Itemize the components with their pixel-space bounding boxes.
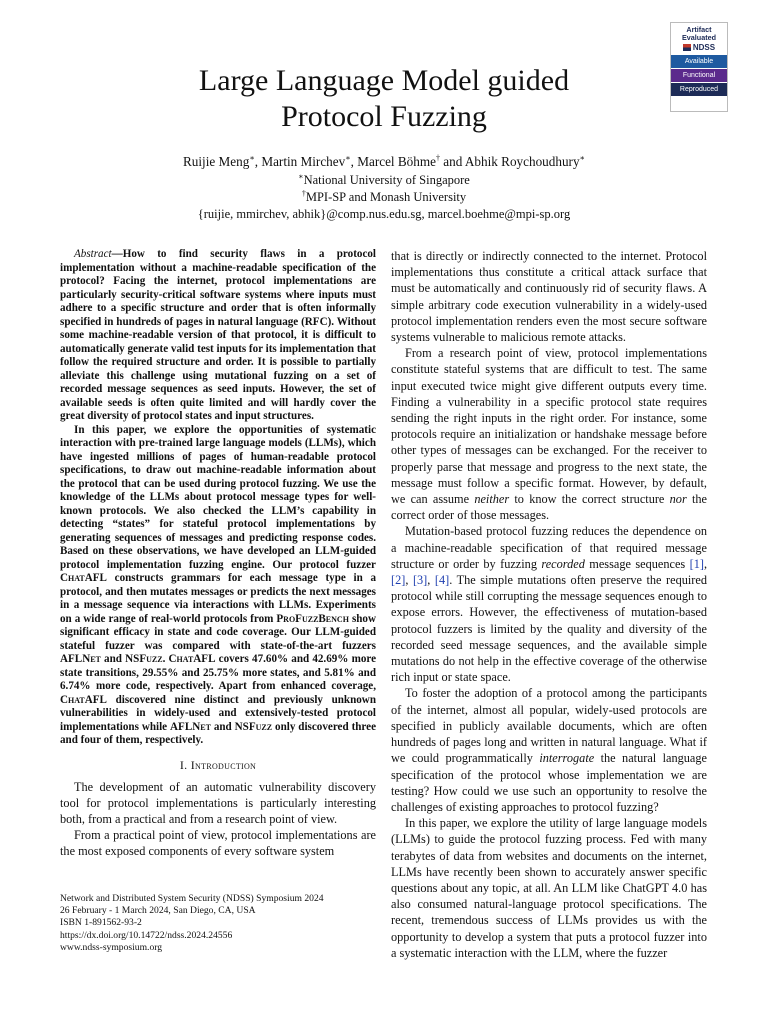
section-heading-introduction: [60, 758, 376, 773]
emphasis: nor: [669, 492, 687, 507]
abstract-text: only discovered three and four of them, respectively.: [60, 720, 377, 746]
citation-separator: ,: [405, 573, 413, 588]
introduction-left: [60, 779, 376, 860]
footer-website-link[interactable]: www.ndss-symposium.org: [60, 941, 163, 953]
author-affiliation-mark: ∗: [579, 153, 585, 163]
citation-separator: ,: [703, 556, 708, 571]
badge-top-line1: Artifact: [686, 25, 712, 34]
tool-name-nsfuzz: NSFuzz: [234, 720, 273, 733]
body-text: to know the correct structure: [509, 492, 670, 507]
body-text: . The simple mutations often preserve the required protocol while still corrupting the message sequences enough to expose errors. However, the effectiveness of mutation-based protocol fuzzers is limited by the quality and diversity of the recorded seed message sequences, and the available simple mutations do not help in the effective coverage of the otherwise rich input or state space.: [391, 573, 707, 685]
tool-name-aflnet: AFLNet: [170, 720, 211, 733]
badge-top-line2: Evaluated: [682, 33, 716, 42]
abstract-text: constructs grammars for each message type in a protocol, and then mutates messages or predicts the next messages in a message sequence via interactions with LLMs. Experiments on a wide range of real-world protocols from: [60, 572, 376, 625]
author-separator: ,: [350, 154, 358, 169]
body-text: the natural language specification of the protocol whose implementation we are testing? How could we use such an opportunity to resolve the challenges of existing approaches to protocol fuzzing?: [391, 751, 707, 814]
footer-doi-link[interactable]: https://dx.doi.org/10.14722/ndss.2024.24556: [60, 929, 233, 941]
tool-name-chatafl: ChatAFL: [60, 572, 107, 584]
tool-name-chatafl: ChatAFL: [60, 693, 107, 706]
body-paragraph: [391, 685, 707, 815]
body-text: From a research point of view, protocol implementations constitute stateful systems that are difficult to test. The same input executed twice might give different outputs every time. Finding a vulnerability in a specific protocol state requires sending the right inputs in the right order. For instance, some protocols require an initialization or handshake message before other types of messages can be exchanged. For the receiver to properly parse that message and progress to the next state, the message must follow a specific format. However, by default, we can assume: [391, 346, 707, 507]
tool-name-aflnet: AFLNet: [60, 653, 101, 665]
badge-reproduced: Reproduced: [671, 83, 727, 96]
abstract-paragraph-1: [60, 248, 376, 424]
tool-name-chatafl: ChatAFL: [168, 653, 216, 665]
badge-header: [671, 23, 727, 42]
emphasis: neither: [474, 492, 510, 507]
badge-available: Available: [671, 55, 727, 68]
affiliation-2: [60, 189, 708, 205]
footer-line: ISBN 1-891562-93-2: [60, 917, 142, 929]
author-affiliation-mark: ∗: [345, 153, 351, 163]
abstract-text: and: [210, 720, 235, 733]
abstract-text: .: [162, 653, 169, 665]
abstract-text: and: [100, 653, 126, 665]
affiliation-mark: ∗: [298, 171, 304, 181]
conference-footer: [60, 893, 380, 954]
author-name: Abhik Roychoudhury: [464, 154, 580, 169]
abstract-paragraph-2: [60, 424, 376, 748]
body-paragraph: In this paper, we explore the utility of large language models (LLMs) to guide the protocol fuzzing process. Fed with many terabytes of data from websites and documents on the internet, LLMs have recently been shown to accurately answer specific questions about any topic, at all. An LLM like ChatGPT 4.0 has also consumed natural-language protocol specifications. The recent, tremendous success of LLMs provides us with the opportunity to develop a system that puts a protocol fuzzer into a systematic interaction with the LLM, where the fuzzer: [391, 816, 707, 960]
abstract-text: show significant efficacy in state and code coverage. Our LLM-guided stateful fuzzer was compared with state-of-the-art fuzzers: [60, 612, 376, 652]
ndss-logo: [671, 43, 727, 53]
abstract-text: covers 47.60% and 42.69% more state transitions, 29.55% and 25.75% more states, and 5.81% and 6.74% more code, respectively. Apart from enhanced coverage,: [60, 653, 377, 692]
citation-link[interactable]: [3]: [412, 573, 428, 588]
benchmark-name-profuzzbench: ProFuzzBench: [276, 612, 349, 625]
body-paragraph: that is directly or indirectly connected to the internet. Protocol implementations thus constitute a critical attack surface that must be automatically and continuously rid of security flaws. A simple arbitrary code execution vulnerability in a widely-used protocol implementation renders even the most secure software systems vulnerable to malicious remote attacks.: [391, 249, 707, 345]
author-name: Martin Mirchev: [261, 154, 346, 169]
affiliation-mark: †: [301, 188, 306, 198]
affiliation-text: MPI-SP and Monash University: [305, 190, 467, 204]
left-column: [60, 248, 376, 860]
abstract-text: In this paper, we explore the opportunities of systematic interaction with pre-trained large language models (LLMs), which have ingested millions of pages of human-readable protocol specifications, to draw out machine-readable information about the protocol that can be used during protocol fuzzing. We use the knowledge of the LLMs about protocol message types for well-known protocols. We also checked the LLM’s capability in detecting “states” for stateful protocol implementations by generating sequences of messages and predicting response codes. Based on these observations, we have developed an LLM-guided protocol implementation fuzzing engine. Our protocol fuzzer: [60, 423, 376, 571]
artifact-evaluated-badge: [670, 22, 728, 112]
affiliation-1: [60, 172, 708, 188]
title-line-2: Protocol Fuzzing: [281, 100, 487, 133]
citation-link[interactable]: [1]: [689, 556, 704, 571]
author-affiliation-mark: †: [435, 153, 440, 163]
author-emails: {ruijie, mmirchev, abhik}@comp.nus.edu.sg, marcel.boehme@mpi-sp.org: [197, 207, 571, 221]
title-line-1: Large Language Model guided: [198, 64, 570, 97]
citation-separator: ,: [427, 573, 435, 588]
right-column: [391, 248, 707, 961]
body-text: Mutation-based protocol fuzzing reduces the dependence on a machine-readable specification of that required message structure or order by fuzzing: [391, 524, 707, 571]
author-affiliation-mark: ∗: [249, 153, 255, 163]
tool-name-nsfuzz: NSFuzz: [125, 653, 163, 665]
abstract-text: discovered nine distinct and previously unknown vulnerabilities in widely-used and extensively-tested protocol implementations while: [60, 693, 376, 733]
body-paragraph: [391, 345, 707, 523]
author-list: [60, 153, 708, 170]
body-paragraph: [391, 523, 707, 685]
section-number: I.: [179, 757, 191, 772]
emphasis: recorded: [541, 556, 585, 571]
body-paragraph: From a practical point of view, protocol implementations are the most exposed components of every software system: [60, 828, 376, 859]
emphasis: interrogate: [539, 751, 595, 766]
ndss-flag-icon: [683, 44, 691, 51]
abstract-label: Abstract: [74, 248, 112, 260]
paper-title: [100, 63, 668, 135]
abstract-text: —How to find security flaws in a protocol implementation without a machine-readable specification of the protocol? Facing the internet, protocol implementations are particularly security-critical software systems where inputs must adhere to a specific structure and order that is often informally specified in hundreds of pages in natural language (RFC). Without some machine-readable version of that protocol, it is difficult to automatically generate valid test inputs for its implementation that follow the required structure and order. It is possible to partially alleviate this challenge using mutational fuzzing on a set of recorded message sequences as seed inputs. However, the set of available seeds is often quite limited and will hardly cover the great diversity of protocol states and input structures.: [60, 248, 376, 422]
footer-line: Network and Distributed System Security (NDSS) Symposium 2024: [60, 893, 324, 904]
body-paragraph: The development of an automatic vulnerability discovery tool for protocol implementations is particularly interesting both, from a practical and from a research point of view.: [60, 779, 376, 826]
affiliation-text: National University of Singapore: [303, 173, 470, 187]
author-separator: ,: [254, 154, 262, 169]
footer-line: 26 February - 1 March 2024, San Diego, CA, USA: [60, 905, 256, 917]
citation-link[interactable]: [2]: [391, 573, 406, 588]
citation-link[interactable]: [4]: [434, 573, 450, 588]
badge-functional: Functional: [671, 69, 727, 82]
badge-logo-text: NDSS: [692, 43, 716, 52]
body-text: the correct order of those messages.: [391, 492, 707, 523]
abstract: [60, 248, 376, 748]
body-text: To foster the adoption of a protocol among the participants of the internet, almost all popular, widely-used protocols are specified in publicly available documents, which are often hundreds of pages long and written in natural language. What if we could programmatically: [391, 686, 707, 766]
author-separator: and: [439, 154, 465, 169]
body-text: message sequences: [584, 556, 690, 571]
author-name: Marcel Böhme: [357, 154, 436, 169]
section-title: Introduction: [190, 757, 257, 772]
author-name: Ruijie Meng: [183, 154, 250, 169]
